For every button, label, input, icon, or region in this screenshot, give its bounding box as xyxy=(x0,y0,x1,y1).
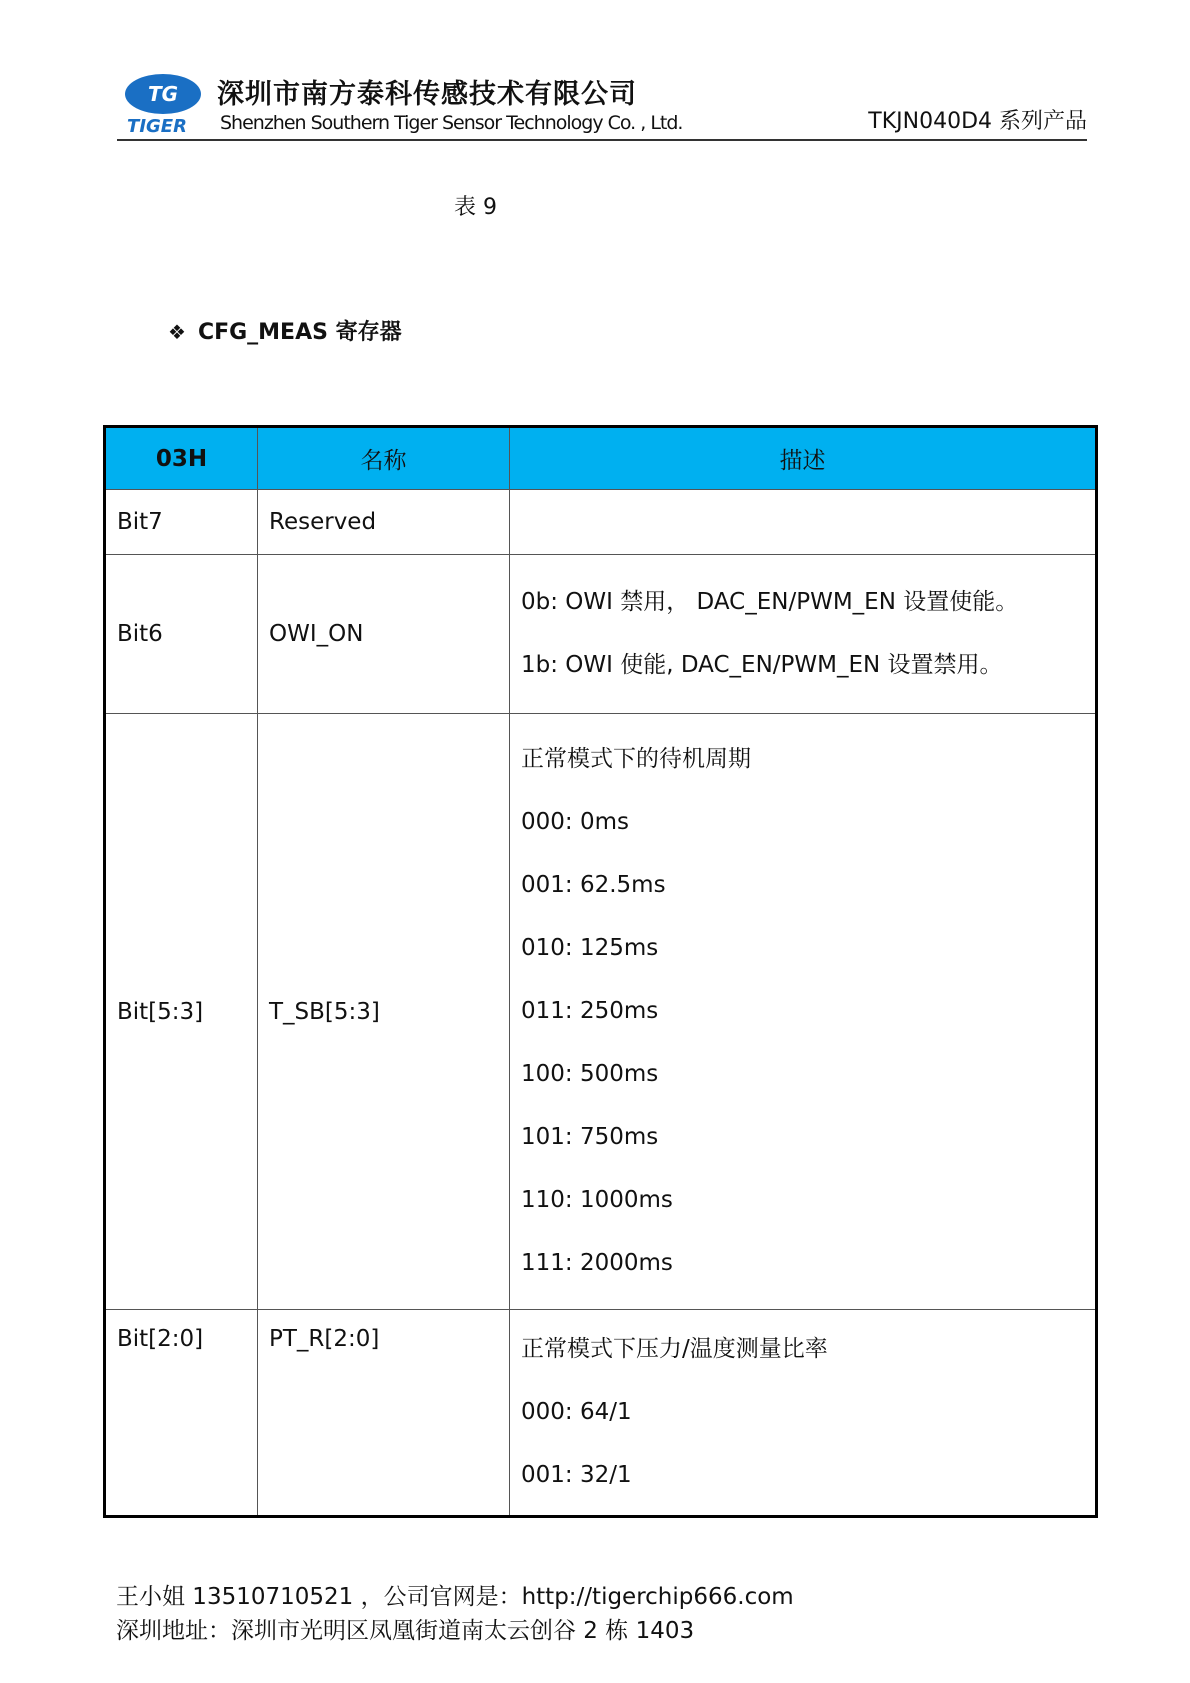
name-cell: T_SB[5:3] xyxy=(258,714,510,1310)
footer-contact: 王小姐 13510710521 ，公司官网是：http://tigerchip666.com xyxy=(116,1584,794,1610)
product-series: TKJN040D4 系列产品 xyxy=(868,109,1087,134)
description-line: 正常模式下的待机周期 xyxy=(521,746,751,772)
description-line: 101: 750ms xyxy=(521,1124,659,1150)
logo-mark: TG xyxy=(147,82,179,106)
description-line: 100: 500ms xyxy=(521,1061,659,1087)
header-name: 名称 xyxy=(258,427,510,490)
register-table xyxy=(103,425,1098,1518)
bit-cell: Bit[2:0] xyxy=(105,1310,258,1517)
section-title xyxy=(168,315,402,346)
name-cell: PT_R[2:0] xyxy=(258,1310,510,1517)
tiger-logo-icon xyxy=(117,70,207,140)
bit-cell: Bit6 xyxy=(105,555,258,714)
bit-cell: Bit[5:3] xyxy=(105,714,258,1310)
description-line: 001: 32/1 xyxy=(521,1462,632,1488)
name-cell: Reserved xyxy=(258,490,510,555)
bit-cell: Bit7 xyxy=(105,490,258,555)
description-line: 110: 1000ms xyxy=(521,1187,673,1213)
description-cell xyxy=(510,714,1097,1310)
company-name-en: Shenzhen Southern Tiger Sensor Technology Co. , Ltd. xyxy=(220,112,683,134)
description-line: 011: 250ms xyxy=(521,998,659,1024)
description-line: 1b: OWI 使能, DAC_EN/PWM_EN 设置禁用。 xyxy=(521,652,1003,678)
company-name-cn: 深圳市南方泰科传感技术有限公司 xyxy=(217,79,637,110)
description-line: 0b: OWI 禁用， DAC_EN/PWM_EN 设置使能。 xyxy=(521,589,1019,615)
description-cell xyxy=(510,555,1097,714)
header-divider xyxy=(117,139,1087,141)
description-line: 000: 64/1 xyxy=(521,1399,632,1425)
name-cell: OWI_ON xyxy=(258,555,510,714)
description-line: 正常模式下压力/温度测量比率 xyxy=(521,1336,828,1362)
header-register-address: 03H xyxy=(105,427,258,490)
section-title-text: CFG_MEAS 寄存器 xyxy=(197,320,402,345)
page-header xyxy=(117,70,1087,142)
table-row xyxy=(105,714,1097,1310)
table-caption: 表 9 xyxy=(454,195,497,220)
table-row xyxy=(105,490,1097,555)
footer-address: 深圳地址：深圳市光明区凤凰街道南太云创谷 2 栋 1403 xyxy=(116,1618,695,1644)
diamond-bullet-icon: ❖ xyxy=(168,320,186,344)
description-cell xyxy=(510,490,1097,555)
description-cell xyxy=(510,1310,1097,1517)
header-description: 描述 xyxy=(510,427,1097,490)
table-row xyxy=(105,1310,1097,1517)
table-row xyxy=(105,555,1097,714)
description-line: 000: 0ms xyxy=(521,809,629,835)
description-line: 010: 125ms xyxy=(521,935,659,961)
page-footer xyxy=(116,1580,794,1648)
logo-wordmark: TIGER xyxy=(127,116,187,137)
table-header-row xyxy=(105,427,1097,490)
description-line: 111: 2000ms xyxy=(521,1250,673,1276)
description-line: 001: 62.5ms xyxy=(521,872,666,898)
